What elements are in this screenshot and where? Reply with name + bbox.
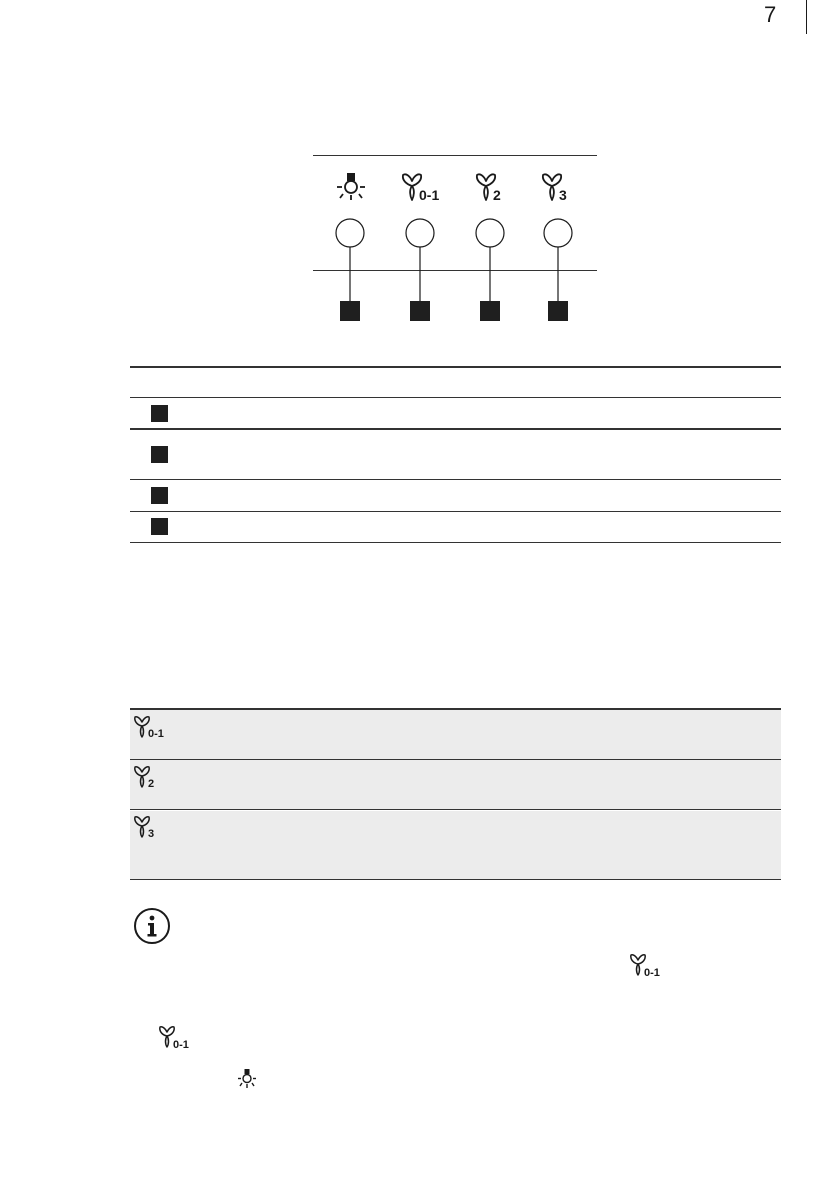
page-number: 7 bbox=[764, 2, 777, 27]
fan-speed-label: 0-1 bbox=[173, 1039, 189, 1051]
fan-icon bbox=[475, 172, 509, 202]
table-row bbox=[130, 760, 781, 809]
callout-marker bbox=[548, 301, 568, 321]
fan-speed-label: 0-1 bbox=[148, 728, 164, 740]
callout-marker bbox=[410, 301, 430, 321]
panel-buttons bbox=[313, 215, 597, 325]
fan-icon bbox=[629, 953, 669, 979]
fan-speed-label: 3 bbox=[148, 828, 155, 840]
callout-marker bbox=[340, 301, 360, 321]
callout-marker bbox=[480, 301, 500, 321]
table-row bbox=[130, 811, 781, 879]
fan-speed-label: 2 bbox=[148, 778, 155, 790]
lamp-icon bbox=[236, 1068, 258, 1090]
fan-icon bbox=[158, 1025, 198, 1051]
fan-speed-3-button[interactable] bbox=[544, 219, 572, 247]
legend-marker bbox=[151, 487, 168, 504]
fan-speed-1-button[interactable] bbox=[406, 219, 434, 247]
legend-marker bbox=[151, 405, 168, 422]
fan-icon bbox=[133, 815, 163, 839]
table-rule bbox=[130, 366, 781, 368]
lamp-icon bbox=[334, 172, 368, 202]
fan-speed-label: 3 bbox=[559, 187, 567, 203]
table-rule bbox=[130, 879, 781, 880]
page-edge-line bbox=[806, 0, 807, 34]
fan-icon bbox=[541, 172, 575, 202]
table-rule bbox=[130, 479, 781, 480]
table-rule bbox=[130, 708, 781, 710]
table-rule bbox=[130, 759, 781, 760]
panel-top-line bbox=[313, 155, 597, 156]
info-icon bbox=[133, 907, 171, 945]
fan-speed-label: 0-1 bbox=[419, 187, 440, 203]
fan-icon bbox=[133, 765, 163, 789]
table-rule bbox=[130, 511, 781, 512]
table-rule bbox=[130, 428, 781, 430]
fan-icon bbox=[133, 715, 173, 739]
legend-marker bbox=[151, 446, 168, 463]
table-rule bbox=[130, 809, 781, 810]
table-row bbox=[130, 710, 781, 759]
legend-marker bbox=[151, 518, 168, 535]
fan-speed-label: 0-1 bbox=[644, 967, 660, 979]
table-rule bbox=[130, 397, 781, 398]
fan-icon bbox=[401, 172, 447, 202]
fan-speed-label: 2 bbox=[493, 187, 501, 203]
lamp-button[interactable] bbox=[336, 219, 364, 247]
table-rule bbox=[130, 542, 781, 543]
fan-speed-2-button[interactable] bbox=[476, 219, 504, 247]
